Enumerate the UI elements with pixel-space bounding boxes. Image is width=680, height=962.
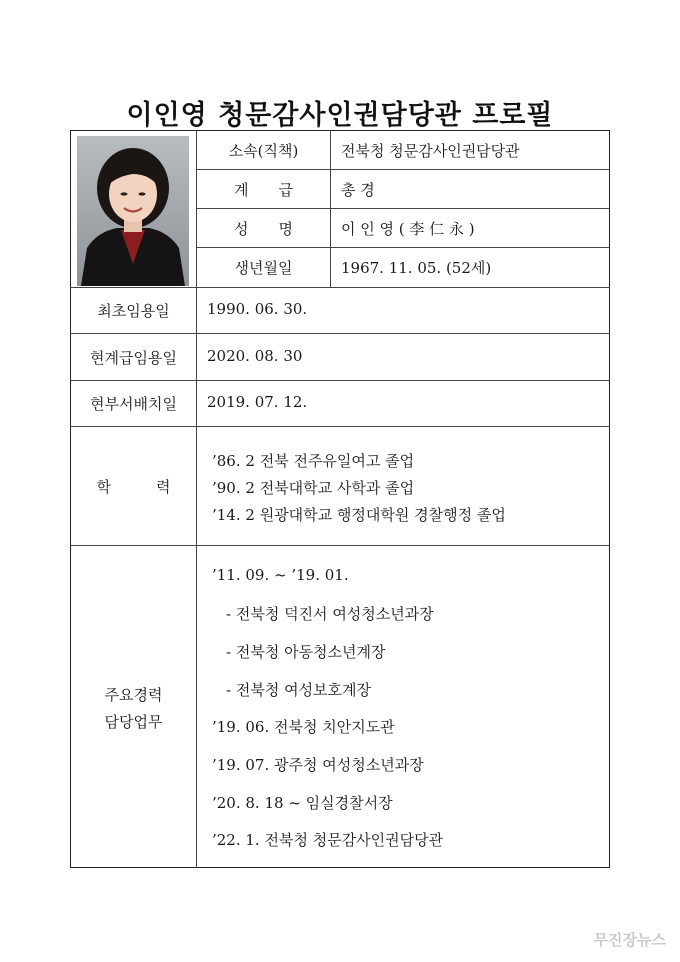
career-item: ’11. 09. ~ ’19. 01. [212, 566, 349, 584]
row-divider [196, 247, 609, 248]
career-label-line2: 담당업무 [104, 713, 163, 731]
career-item: - 전북청 여성보호계장 [226, 681, 372, 699]
education-item: ’14. 2 원광대학교 행정대학원 경찰행정 졸업 [212, 506, 506, 524]
education-item: ’86. 2 전북 전주유일여고 졸업 [212, 452, 415, 470]
career-item: ’22. 1. 전북청 청문감사인권담당관 [212, 831, 444, 849]
education-item: ’90. 2 전북대학교 사학과 졸업 [212, 479, 415, 497]
rank-label: 계 급 [234, 181, 293, 199]
current-dept-date-label: 현부서배치일 [90, 395, 177, 413]
first-appointment-value: 1990. 06. 30. [207, 300, 308, 318]
first-appointment-label: 최초임용일 [97, 302, 170, 320]
birthdate-label: 생년월일 [234, 259, 293, 277]
name-label: 성 명 [234, 220, 293, 238]
row-divider [70, 287, 610, 288]
portrait-image [77, 136, 189, 286]
career-label-line1: 주요경력 [104, 686, 163, 704]
column-divider [196, 130, 197, 868]
education-label: 학 력 [96, 478, 171, 496]
rank-value: 총 경 [341, 181, 375, 199]
current-rank-date-label: 현계급임용일 [90, 349, 177, 367]
name-value: 이 인 영 ( 李 仁 永 ) [341, 220, 475, 238]
career-item: ’20. 8. 18 ~ 임실경찰서장 [212, 794, 393, 812]
page-title: 이인영 청문감사인권담당관 프로필 [126, 100, 554, 131]
profile-photo [77, 136, 189, 286]
current-rank-date-value: 2020. 08. 30 [207, 347, 303, 365]
career-item: - 전북청 덕진서 여성청소년과장 [226, 605, 434, 623]
career-item: - 전북청 아동청소년계장 [226, 643, 386, 661]
row-divider [70, 426, 610, 427]
row-divider [196, 169, 609, 170]
birthdate-value: 1967. 11. 05. (52세) [341, 259, 492, 277]
row-divider [70, 380, 610, 381]
career-item: ’19. 06. 전북청 치안지도관 [212, 718, 395, 736]
career-item: ’19. 07. 광주청 여성청소년과장 [212, 756, 424, 774]
row-divider [70, 333, 610, 334]
row-divider [70, 545, 610, 546]
position-value: 전북청 청문감사인권담당관 [341, 142, 520, 160]
row-divider [196, 208, 609, 209]
current-dept-date-value: 2019. 07. 12. [207, 393, 308, 411]
position-label: 소속(직책) [228, 142, 299, 160]
watermark-logo: 무진장뉴스 [593, 931, 666, 949]
